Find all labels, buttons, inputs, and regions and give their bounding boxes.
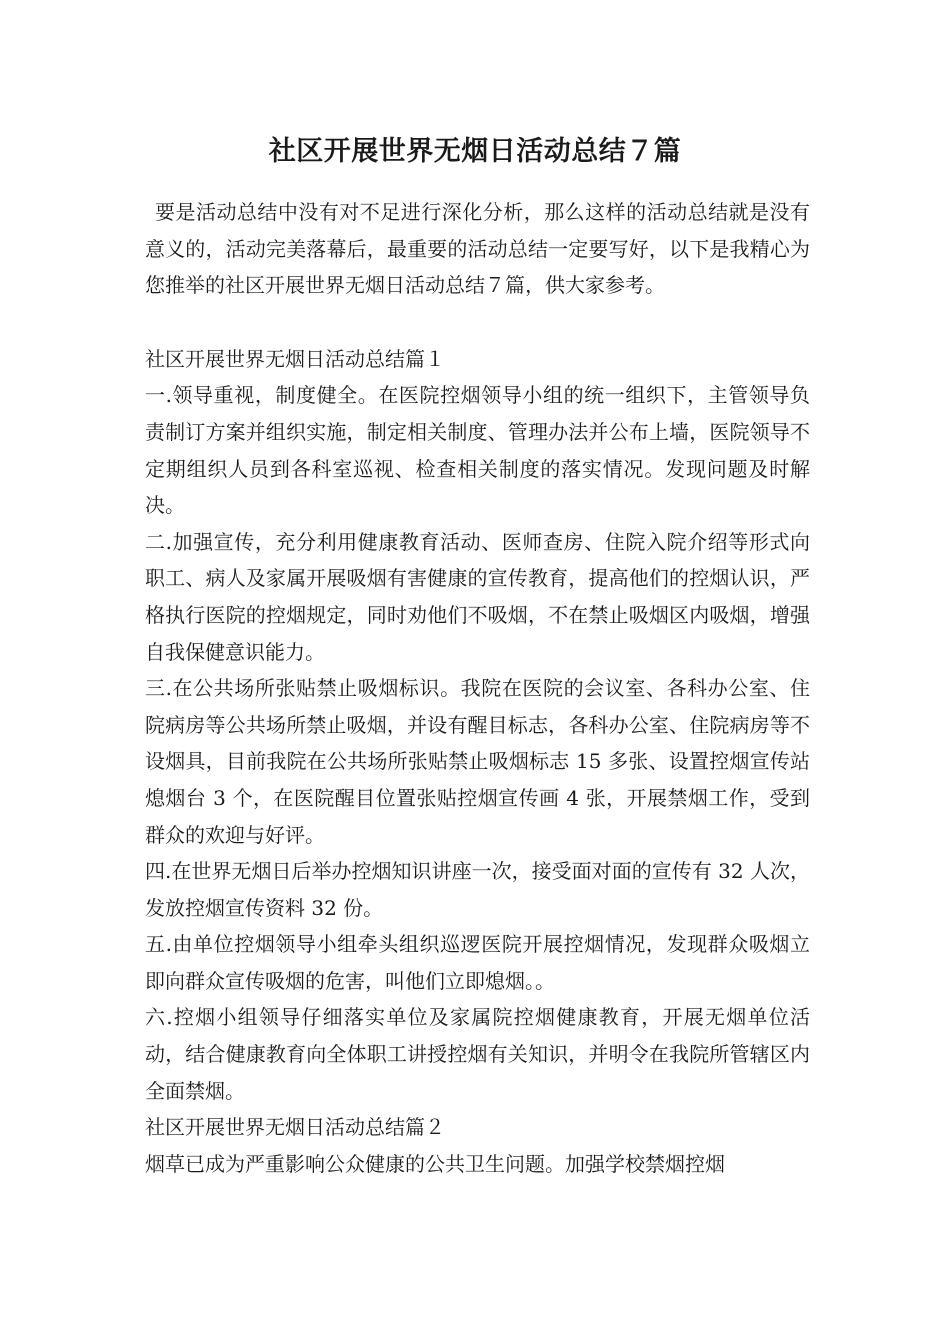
paragraph-spacer — [145, 304, 810, 341]
list-item: 二.加强宣传，充分利用健康教育活动、医师查房、住院入院介绍等形式向职工、病人及家属开展吸烟有害健康的宣传教育，提高他们的控烟认识，严格执行医院的控烟规定，同时劝他们不吸烟，不在禁止吸烟区内吸烟，增强自我保健意识能力。 — [145, 529, 810, 664]
document-title: 社区开展世界无烟日活动总结７篇 — [268, 136, 682, 167]
list-item: 一.领导重视，制度健全。在医院控烟领导小组的统一组织下，主管领导负责制订方案并组织实施，制定相关制度、管理办法并公布上墙，医院领导不定期组织人员到各科室巡视、检查相关制度的落实情况。发现问题及时解决。 — [145, 383, 810, 518]
list-item: 五.由单位控烟领导小组牵头组织巡逻医院开展控烟情况，发现群众吸烟立即向群众宣传吸烟的危害，叫他们立即熄烟。。 — [145, 932, 810, 993]
intro-paragraph: 要是活动总结中没有对不足进行深化分析，那么这样的活动总结就是没有意义的，活动完美落幕后，最重要的活动总结一定要写好，以下是我精心为您推举的社区开展世界无烟日活动总结７篇，供大家参考。 — [145, 200, 810, 298]
list-item: 三.在公共场所张贴禁止吸烟标识。我院在医院的会议室、各科办公室、住院病房等公共场所禁止吸烟，并设有醒目标志，各科办公室、住院病房等不设烟具，目前我院在公共场所张贴禁止吸烟标志 15 多张、设置控烟宣传站熄烟台 3 个，在医院醒目位置张贴控烟宣传画 4 张，开展禁烟工作，受到群众的欢迎与好评。 — [145, 676, 810, 847]
list-item: 六.控烟小组领导仔细落实单位及家属院控烟健康教育，开展无烟单位活动，结合健康教育向全体职工讲授控烟有关知识，并明令在我院所管辖区内全面禁烟。 — [145, 1005, 810, 1103]
section2-paragraph: 烟草已成为严重影响公众健康的公共卫生问题。加强学校禁烟控烟 — [145, 1151, 725, 1176]
list-item: 四.在世界无烟日后举办控烟知识讲座一次，接受面对面的宣传有 32 人次，发放控烟宣传资料 32 份。 — [145, 859, 810, 920]
document-body — [145, 194, 810, 1182]
section-heading-2: 社区开展世界无烟日活动总结篇２ — [145, 1115, 445, 1140]
section-heading-1: 社区开展世界无烟日活动总结篇１ — [145, 346, 445, 371]
